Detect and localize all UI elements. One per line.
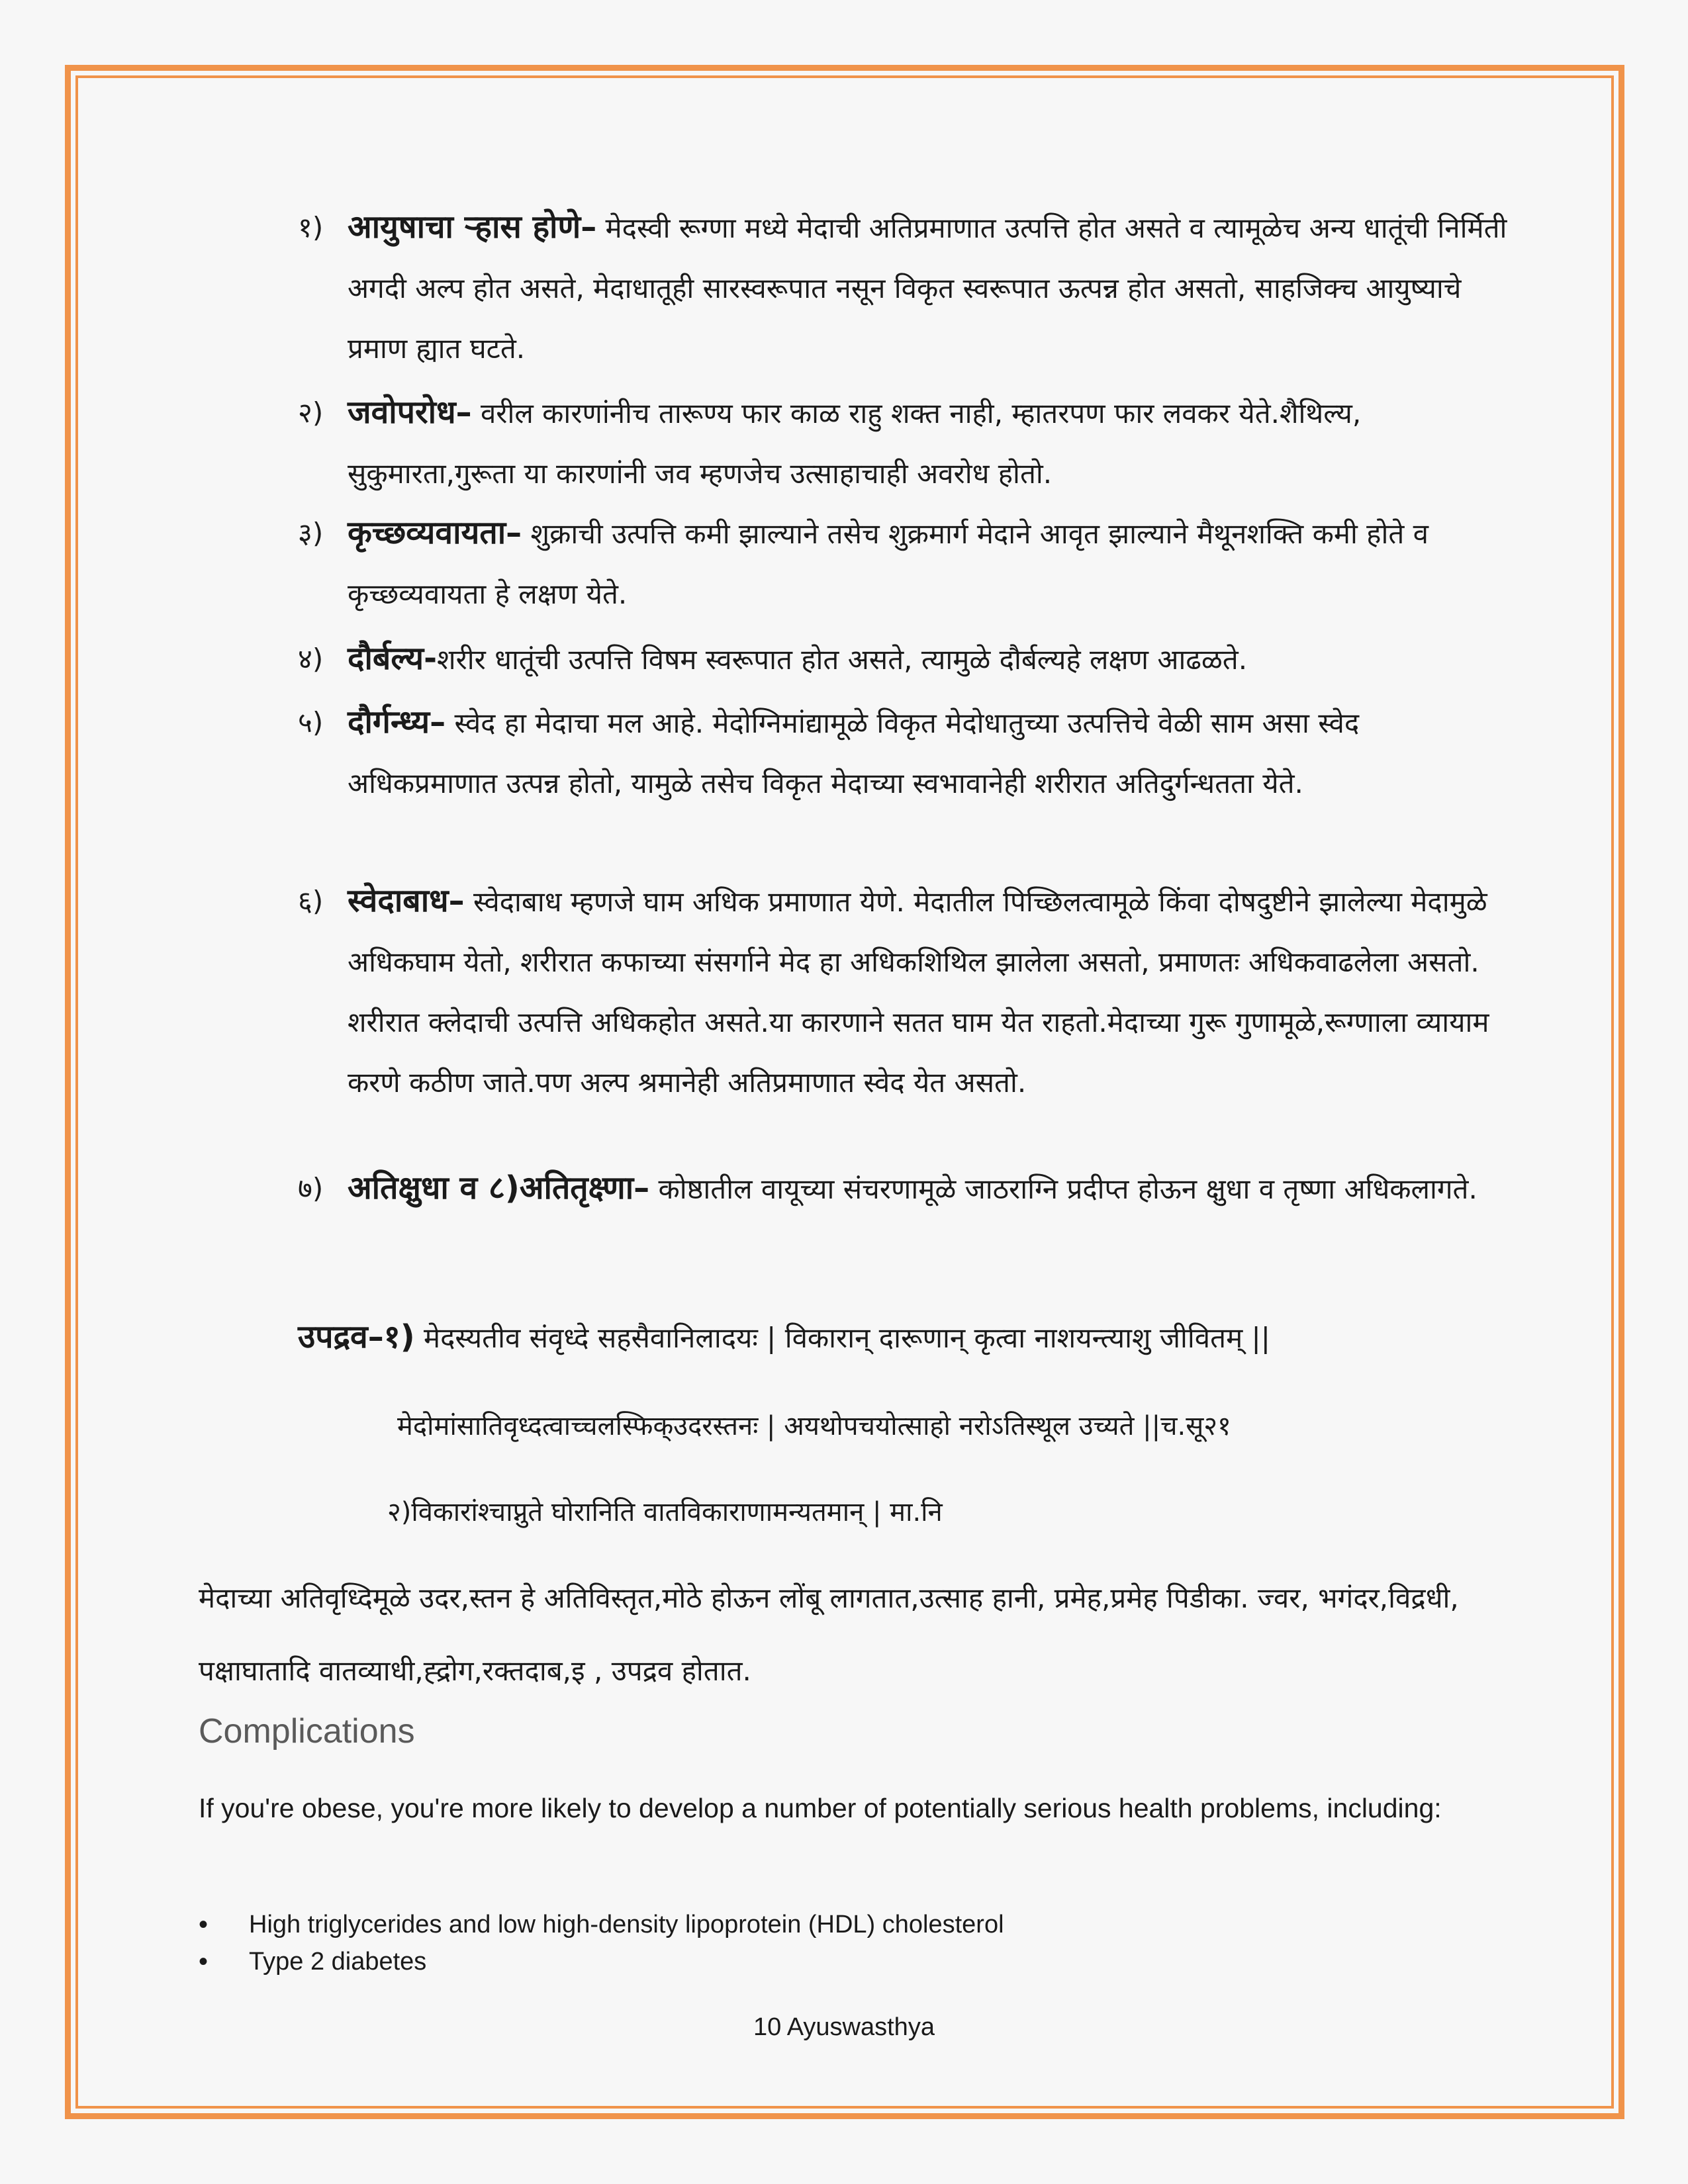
upadrava-heading: उपद्रव–१)	[298, 1318, 415, 1355]
item-number: १)	[298, 211, 324, 244]
item-heading: स्वेदाबाध–	[348, 882, 465, 919]
item-heading: आयुषाचा ऱ्हास होणे–	[348, 208, 597, 246]
list-item-2	[298, 383, 1509, 504]
item-text: कोष्ठातील वायूच्या संचरणामूळे जाठराग्नि प्रदीप्त होऊन क्षुधा व तृष्णा अधिकलागते.	[649, 1173, 1477, 1205]
list-item-6	[298, 871, 1509, 1113]
item-number: ६)	[298, 885, 324, 917]
list-item-3	[298, 503, 1509, 624]
item-heading: दौर्गन्ध्य–	[348, 704, 446, 741]
item-text: वरील कारणांनीच तारूण्य फार काळ राहु शक्त नाही, म्हातरपण फार लवकर येते.शैथिल्य, सुकुमारता,गुरूता या कारणांनी जव म्हणजेच उत्साहाचाही अवरोध होतो.	[348, 397, 1362, 490]
intro-paragraph: If you're obese, you're more likely to develop a number of potentially serious health problems, including:	[199, 1793, 1442, 1823]
item-number: ४)	[298, 643, 324, 675]
upadrava-text: मेदस्यतीव संवृध्दे सहसैवानिलादयः | विकारान् दारूणान् कृत्वा नाशयन्त्याशु जीवितम् ||	[414, 1322, 1270, 1354]
upadrava-line	[298, 1307, 1489, 1368]
item-heading: दौर्बल्य-	[348, 640, 438, 677]
shloka-charaka: मेदोमांसातिवृध्दत्वाच्चलस्फिक्उदरस्तनः | अयथोपचयोत्साहो नरोऽतिस्थूल उच्यते ||च.सू२१	[397, 1411, 1231, 1441]
shloka-madhava: २)विकारांश्चाप्नुते घोरानिति वातविकाराणामन्यतमान् | मा.नि	[387, 1497, 943, 1527]
item-number: ३)	[298, 517, 324, 549]
item-heading: कृच्छव्यवायता–	[348, 514, 522, 551]
complications-paragraph-marathi: मेदाच्या अतिवृध्दिमूळे उदर,स्तन हे अतिविस्तृत,मोठे होऊन लोंबू लागतात,उत्साह हानी, प्रमेह,प्रमेह पिडीका. ज्वर, भगंदर,विद्रधी, पक्षाघातादि वातव्याधी,ह्द्रोग,रक्तदाब,इ , उपद्रव होतात.	[199, 1582, 1459, 1687]
item-heading: अतिक्षुधा व ८)अतितृक्ष्णा–	[348, 1169, 650, 1206]
bullet-list	[199, 1906, 1456, 1980]
item-number: ७)	[298, 1172, 324, 1205]
item-text: शरीर धातूंची उत्पत्ति विषम स्वरूपात होत असते, त्यामुळे दौर्बल्यहे लक्षण आढळते.	[437, 643, 1248, 676]
list-item-4	[298, 629, 1509, 690]
item-heading: जवोपरोध–	[348, 394, 472, 431]
list-item: • High triglycerides and low high-density lipoprotein (HDL) cholesterol	[199, 1906, 1456, 1943]
page-footer: 10 Ayuswasthya	[753, 2013, 935, 2041]
list-item-1	[298, 197, 1509, 379]
section-heading: Complications	[199, 1712, 415, 1751]
item-number: ५)	[298, 706, 324, 739]
item-text: मेदस्वी रूग्णा मध्ये मेदाची अतिप्रमाणात उत्पत्ति होत असते व त्यामूळेच अन्य धातूंची निर्मिती अगदी अल्प होत असते, मेदाधातूही सारस्वरूपात नसून विकृत स्वरूपात ऊत्पन्न होत असतो, साहजिक्च आयुष्याचे प्रमाण ह्यात घटते.	[348, 212, 1507, 365]
list-item: • Type 2 diabetes	[199, 1943, 1456, 1980]
item-text: स्वेदाबाध म्हणजे घाम अधिक प्रमाणात येणे. मेदातील पिच्छिलत्वामूळे किंवा दोषदुष्टीने झालेल्या मेदामुळे अधिकघाम येतो, शरीरात कफाच्या संसर्गाने मेद हा अधिकशिथिल झालेला असतो, प्रमाणतः अधिकवाढलेला असतो. शरीरात क्लेदाची उत्पत्ति अधिकहोत असते.या कारणाने सतत घाम येत राहतो.मेदाच्या गुरू गुणामूळे,रूग्णाला व्यायाम करणे कठीण जाते.पण अल्प श्रमानेही अतिप्रमाणात स्वेद येत असतो.	[348, 886, 1489, 1099]
item-text: स्वेद हा मेदाचा मल आहे. मेदोग्निमांद्यामूळे विकृत मेदोधातुच्या उत्पत्तिचे वेळी साम असा स्वेद अधिकप्रमाणात उत्पन्न होतो, यामुळे तसेच विकृत मेदाच्या स्वभावानेही शरीरात अतिदुर्गन्धतता येते.	[348, 707, 1360, 799]
list-item-7	[298, 1158, 1509, 1219]
item-number: २)	[298, 396, 324, 429]
item-text: शुक्राची उत्पत्ति कमी झाल्याने तसेच शुक्रमार्ग मेदाने आवृत झाल्याने मैथूनशक्ति कमी होते व कृच्छव्यवायता हे लक्षण येते.	[348, 518, 1429, 610]
list-item-5	[298, 692, 1509, 813]
